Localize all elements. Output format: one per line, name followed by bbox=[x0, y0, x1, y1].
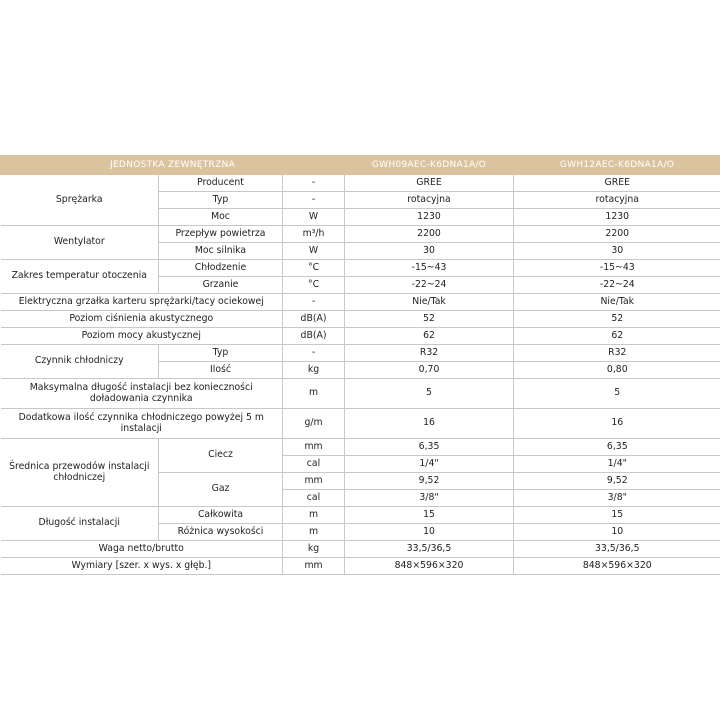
table-row bbox=[1, 226, 720, 243]
value-model-2: 1/4" bbox=[514, 456, 720, 473]
value-model-2: -22~24 bbox=[514, 277, 720, 294]
value-model-2: 10 bbox=[514, 524, 720, 541]
group-label: Wentylator bbox=[1, 226, 159, 260]
unit-cell: - bbox=[283, 294, 345, 311]
value-model-2: 2200 bbox=[514, 226, 720, 243]
row-label: Waga netto/brutto bbox=[1, 541, 283, 558]
value-model-1: 2200 bbox=[345, 226, 514, 243]
unit-cell: W bbox=[283, 209, 345, 226]
param-label: Moc silnika bbox=[159, 243, 283, 260]
group-label: Sprężarka bbox=[1, 175, 159, 226]
unit-cell: m bbox=[283, 507, 345, 524]
unit-cell: °C bbox=[283, 277, 345, 294]
value-model-2: 0,80 bbox=[514, 362, 720, 379]
group-label: Zakres temperatur otoczenia bbox=[1, 260, 159, 294]
row-label: Dodatkowa ilość czynnika chłodniczego powyżej 5 m instalacji bbox=[1, 409, 283, 439]
table-row bbox=[1, 294, 720, 311]
param-label: Ciecz bbox=[159, 439, 283, 473]
table-row bbox=[1, 558, 720, 575]
row-label: Elektryczna grzałka karteru sprężarki/tacy ociekowej bbox=[1, 294, 283, 311]
table-row bbox=[1, 541, 720, 558]
value-model-2: 33,5/36,5 bbox=[514, 541, 720, 558]
value-model-1: 848×596×320 bbox=[345, 558, 514, 575]
group-label: Średnica przewodów instalacji chłodniczej bbox=[1, 439, 159, 507]
value-model-2: 62 bbox=[514, 328, 720, 345]
param-label: Przepływ powietrza bbox=[159, 226, 283, 243]
table-row bbox=[1, 345, 720, 362]
table-row bbox=[1, 175, 720, 192]
param-label: Gaz bbox=[159, 473, 283, 507]
value-model-1: 33,5/36,5 bbox=[345, 541, 514, 558]
unit-cell: m³/h bbox=[283, 226, 345, 243]
value-model-2: 6,35 bbox=[514, 439, 720, 456]
value-model-1: 9,52 bbox=[345, 473, 514, 490]
param-label: Moc bbox=[159, 209, 283, 226]
value-model-2: R32 bbox=[514, 345, 720, 362]
value-model-1: 3/8" bbox=[345, 490, 514, 507]
row-label: Wymiary [szer. x wys. x głęb.] bbox=[1, 558, 283, 575]
value-model-1: -22~24 bbox=[345, 277, 514, 294]
unit-cell: cal bbox=[283, 490, 345, 507]
value-model-1: 52 bbox=[345, 311, 514, 328]
value-model-1: GREE bbox=[345, 175, 514, 192]
unit-cell: cal bbox=[283, 456, 345, 473]
table-row bbox=[1, 507, 720, 524]
value-model-2: 15 bbox=[514, 507, 720, 524]
unit-cell: - bbox=[283, 192, 345, 209]
unit-cell: kg bbox=[283, 362, 345, 379]
value-model-2: 52 bbox=[514, 311, 720, 328]
header-model-2: GWH12AEC-K6DNA1A/O bbox=[514, 156, 720, 175]
value-model-1: 15 bbox=[345, 507, 514, 524]
param-label: Typ bbox=[159, 192, 283, 209]
value-model-1: rotacyjna bbox=[345, 192, 514, 209]
unit-cell: dB(A) bbox=[283, 328, 345, 345]
value-model-1: 1230 bbox=[345, 209, 514, 226]
value-model-2: 848×596×320 bbox=[514, 558, 720, 575]
value-model-2: 16 bbox=[514, 409, 720, 439]
row-label: Poziom mocy akustycznej bbox=[1, 328, 283, 345]
value-model-2: 30 bbox=[514, 243, 720, 260]
param-label: Całkowita bbox=[159, 507, 283, 524]
value-model-1: 16 bbox=[345, 409, 514, 439]
value-model-1: R32 bbox=[345, 345, 514, 362]
table-row bbox=[1, 260, 720, 277]
value-model-2: -15~43 bbox=[514, 260, 720, 277]
header-row bbox=[1, 156, 720, 175]
param-label: Ilość bbox=[159, 362, 283, 379]
value-model-2: 3/8" bbox=[514, 490, 720, 507]
group-label: Czynnik chłodniczy bbox=[1, 345, 159, 379]
spec-table bbox=[0, 155, 720, 575]
unit-cell: m bbox=[283, 379, 345, 409]
unit-cell: °C bbox=[283, 260, 345, 277]
param-label: Producent bbox=[159, 175, 283, 192]
unit-cell: g/m bbox=[283, 409, 345, 439]
header-model-1: GWH09AEC-K6DNA1A/O bbox=[345, 156, 514, 175]
header-section: JEDNOSTKA ZEWNĘTRZNA bbox=[1, 156, 345, 175]
row-label: Maksymalna długość instalacji bez konieczności doładowania czynnika bbox=[1, 379, 283, 409]
unit-cell: mm bbox=[283, 439, 345, 456]
unit-cell: kg bbox=[283, 541, 345, 558]
table-row bbox=[1, 328, 720, 345]
value-model-2: 1230 bbox=[514, 209, 720, 226]
unit-cell: - bbox=[283, 175, 345, 192]
unit-cell: - bbox=[283, 345, 345, 362]
group-label: Długość instalacji bbox=[1, 507, 159, 541]
value-model-1: 1/4" bbox=[345, 456, 514, 473]
row-label: Poziom ciśnienia akustycznego bbox=[1, 311, 283, 328]
param-label: Typ bbox=[159, 345, 283, 362]
param-label: Grzanie bbox=[159, 277, 283, 294]
value-model-2: rotacyjna bbox=[514, 192, 720, 209]
table-row bbox=[1, 379, 720, 409]
value-model-2: 5 bbox=[514, 379, 720, 409]
value-model-1: 0,70 bbox=[345, 362, 514, 379]
value-model-2: GREE bbox=[514, 175, 720, 192]
param-label: Chłodzenie bbox=[159, 260, 283, 277]
value-model-2: Nie/Tak bbox=[514, 294, 720, 311]
value-model-1: 5 bbox=[345, 379, 514, 409]
value-model-1: -15~43 bbox=[345, 260, 514, 277]
value-model-1: 6,35 bbox=[345, 439, 514, 456]
value-model-1: 30 bbox=[345, 243, 514, 260]
unit-cell: mm bbox=[283, 558, 345, 575]
table-row bbox=[1, 409, 720, 439]
value-model-1: Nie/Tak bbox=[345, 294, 514, 311]
value-model-2: 9,52 bbox=[514, 473, 720, 490]
unit-cell: dB(A) bbox=[283, 311, 345, 328]
value-model-1: 62 bbox=[345, 328, 514, 345]
param-label: Różnica wysokości bbox=[159, 524, 283, 541]
unit-cell: mm bbox=[283, 473, 345, 490]
unit-cell: W bbox=[283, 243, 345, 260]
table-row bbox=[1, 311, 720, 328]
value-model-1: 10 bbox=[345, 524, 514, 541]
table-row bbox=[1, 439, 720, 456]
unit-cell: m bbox=[283, 524, 345, 541]
